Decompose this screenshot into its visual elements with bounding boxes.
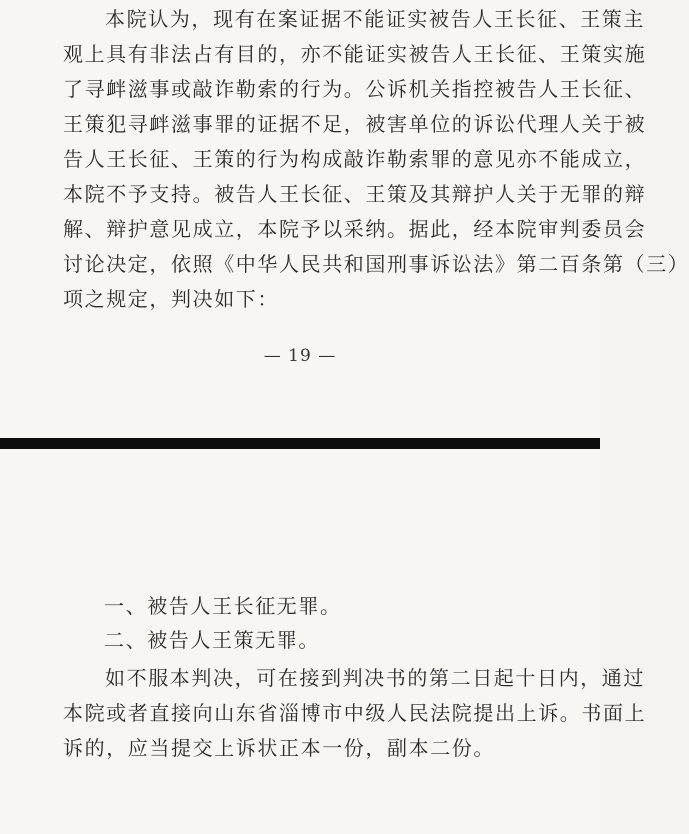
paragraph-line: 本院认为，现有在案证据不能证实被告人王长征、王策主 bbox=[105, 7, 645, 31]
court-reasoning-paragraph bbox=[63, 2, 689, 317]
paragraph-line: 如不服本判决，可在接到判决书的第二日起十日内，通过 bbox=[105, 666, 645, 690]
paragraph-line: 项之规定，判决如下： bbox=[63, 287, 279, 311]
verdict-item: 二、被告人王策无罪。 bbox=[104, 628, 320, 652]
paragraph-line: 讨论决定，依照《中华人民共和国刑事诉讼法》第二百条第（三） bbox=[63, 252, 689, 276]
paragraph-line: 告人王长征、王策的行为构成敲诈勒索罪的意见亦不能成立， bbox=[63, 147, 647, 171]
paragraph-line: 本院不予支持。被告人王长征、王策及其辩护人关于无罪的辩 bbox=[63, 182, 647, 206]
paragraph-line: 诉的，应当提交上诉状正本一份，副本二份。 bbox=[63, 736, 495, 760]
verdict-item: 一、被告人王长征无罪。 bbox=[104, 594, 342, 618]
appeal-notice-paragraph bbox=[63, 661, 646, 766]
paragraph-line: 观上具有非法占有目的，亦不能证实被告人王长征、王策实施 bbox=[63, 42, 647, 66]
paragraph-line: 解、辩护意见成立，本院予以采纳。据此，经本院审判委员会 bbox=[63, 217, 647, 241]
page-number: — 19 — bbox=[263, 346, 337, 366]
paragraph-line: 王策犯寻衅滋事罪的证据不足，被害单位的诉讼代理人关于被 bbox=[63, 112, 647, 136]
paragraph-line: 本院或者直接向山东省淄博市中级人民法院提出上诉。书面上 bbox=[63, 701, 647, 725]
paragraph-line: 了寻衅滋事或敲诈勒索的行为。公诉机关指控被告人王长征、 bbox=[63, 77, 647, 101]
page-break-divider bbox=[0, 438, 600, 449]
